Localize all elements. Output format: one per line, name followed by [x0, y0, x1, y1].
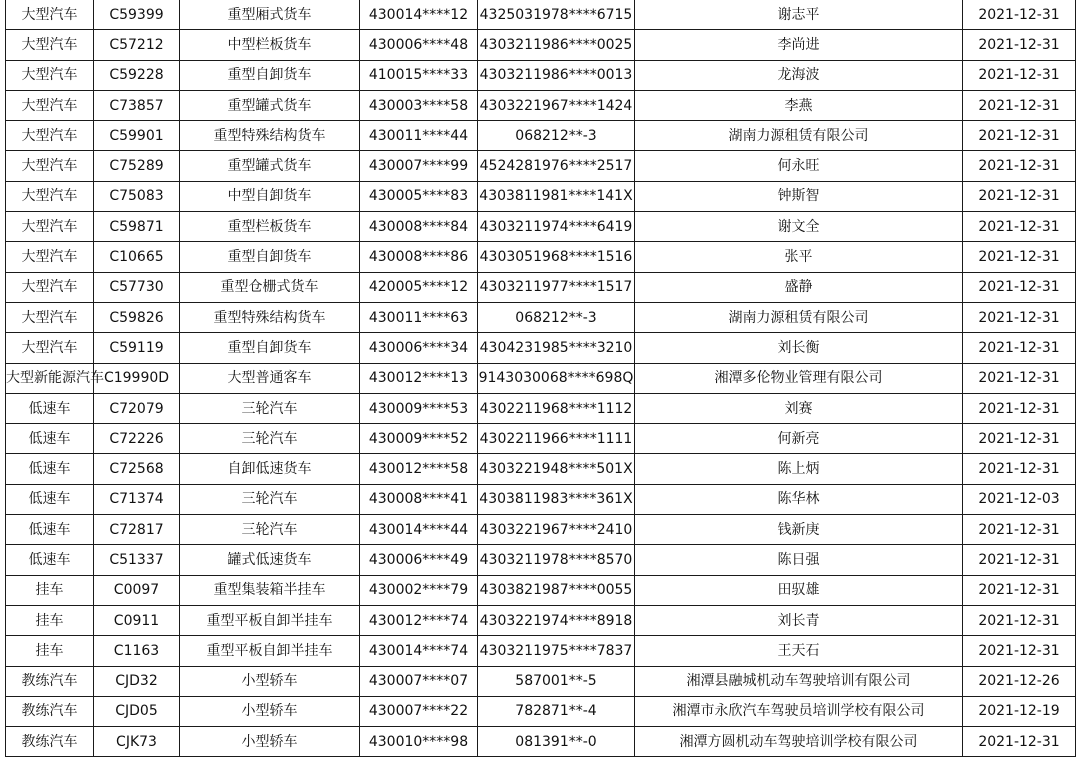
owner-name-cell: 谢志平	[635, 0, 963, 30]
masked-id-cell: 4303211975****7837	[478, 636, 635, 666]
masked-code-cell: 430011****63	[360, 302, 478, 332]
table-row	[6, 0, 1076, 30]
masked-id-cell: 4303211978****8570	[478, 545, 635, 575]
masked-id-cell: 9143030068****698Q	[478, 363, 635, 393]
records-sheet	[5, 0, 1075, 757]
masked-code-cell: 420005****12	[360, 272, 478, 302]
table-row	[6, 242, 1076, 272]
vehicle-category-cell: 大型汽车	[6, 333, 94, 363]
vehicle-category-cell: 挂车	[6, 605, 94, 635]
masked-code-cell: 430009****53	[360, 393, 478, 423]
table-row	[6, 545, 1076, 575]
plate-number-cell: C75083	[94, 181, 180, 211]
masked-id-cell: 4302211968****1112	[478, 393, 635, 423]
date-cell: 2021-12-31	[963, 393, 1076, 423]
vehicle-category-cell: 挂车	[6, 636, 94, 666]
masked-code-cell: 430014****12	[360, 0, 478, 30]
table-row	[6, 60, 1076, 90]
plate-number-cell: C72226	[94, 424, 180, 454]
masked-code-cell: 430007****07	[360, 666, 478, 696]
vehicle-category-cell: 低速车	[6, 484, 94, 514]
plate-number-cell: C51337	[94, 545, 180, 575]
date-cell: 2021-12-31	[963, 272, 1076, 302]
plate-number-cell: C72817	[94, 515, 180, 545]
date-cell: 2021-12-31	[963, 515, 1076, 545]
masked-code-cell: 430008****86	[360, 242, 478, 272]
masked-id-cell: 4304231985****3210	[478, 333, 635, 363]
plate-number-cell: C59826	[94, 302, 180, 332]
owner-name-cell: 刘长青	[635, 605, 963, 635]
table-row	[6, 121, 1076, 151]
vehicle-category-cell: 低速车	[6, 545, 94, 575]
date-cell: 2021-12-31	[963, 181, 1076, 211]
date-cell: 2021-12-31	[963, 605, 1076, 635]
masked-code-cell: 410015****33	[360, 60, 478, 90]
date-cell: 2021-12-31	[963, 302, 1076, 332]
vehicle-type-cell: 重型平板自卸半挂车	[180, 605, 360, 635]
table-row	[6, 272, 1076, 302]
masked-id-cell: 4303051968****1516	[478, 242, 635, 272]
plate-number-cell: C73857	[94, 90, 180, 120]
table-row	[6, 181, 1076, 211]
masked-code-cell: 430008****84	[360, 212, 478, 242]
masked-code-cell: 430012****74	[360, 605, 478, 635]
plate-number-cell: C0097	[94, 575, 180, 605]
masked-code-cell: 430008****41	[360, 484, 478, 514]
plate-number-cell: C10665	[94, 242, 180, 272]
table-row	[6, 575, 1076, 605]
vehicle-type-cell: 三轮汽车	[180, 424, 360, 454]
date-cell: 2021-12-31	[963, 454, 1076, 484]
vehicle-category-cell: 低速车	[6, 515, 94, 545]
plate-number-cell: C57212	[94, 30, 180, 60]
masked-id-cell: 081391**-0	[478, 727, 635, 757]
plate-number-cell: C0911	[94, 605, 180, 635]
table-row	[6, 333, 1076, 363]
masked-id-cell: 4303221967****2410	[478, 515, 635, 545]
vehicle-type-cell: 重型仓栅式货车	[180, 272, 360, 302]
vehicle-category-cell: 大型汽车	[6, 90, 94, 120]
owner-name-cell: 李尚进	[635, 30, 963, 60]
date-cell: 2021-12-31	[963, 60, 1076, 90]
owner-name-cell: 张平	[635, 242, 963, 272]
date-cell: 2021-12-31	[963, 636, 1076, 666]
vehicle-type-cell: 重型罐式货车	[180, 90, 360, 120]
vehicle-type-cell: 重型罐式货车	[180, 151, 360, 181]
vehicle-type-cell: 三轮汽车	[180, 393, 360, 423]
date-cell: 2021-12-31	[963, 363, 1076, 393]
plate-number-cell: C19990D	[94, 363, 180, 393]
owner-name-cell: 陈上炳	[635, 454, 963, 484]
vehicle-category-cell: 大型汽车	[6, 0, 94, 30]
masked-id-cell: 4303211986****0025	[478, 30, 635, 60]
masked-code-cell: 430003****58	[360, 90, 478, 120]
date-cell: 2021-12-31	[963, 90, 1076, 120]
masked-code-cell: 430011****44	[360, 121, 478, 151]
masked-id-cell: 4303211974****6419	[478, 212, 635, 242]
vehicle-type-cell: 小型轿车	[180, 666, 360, 696]
owner-name-cell: 李燕	[635, 90, 963, 120]
masked-id-cell: 4303821987****0055	[478, 575, 635, 605]
plate-number-cell: C59119	[94, 333, 180, 363]
masked-code-cell: 430007****99	[360, 151, 478, 181]
vehicle-type-cell: 重型特殊结构货车	[180, 302, 360, 332]
masked-id-cell: 4302211966****1111	[478, 424, 635, 454]
table-row	[6, 30, 1076, 60]
vehicle-category-cell: 大型汽车	[6, 212, 94, 242]
vehicle-type-cell: 重型厢式货车	[180, 0, 360, 30]
owner-name-cell: 湖南力源租赁有限公司	[635, 121, 963, 151]
date-cell: 2021-12-31	[963, 333, 1076, 363]
masked-id-cell: 4524281976****2517	[478, 151, 635, 181]
date-cell: 2021-12-31	[963, 212, 1076, 242]
vehicle-type-cell: 重型平板自卸半挂车	[180, 636, 360, 666]
vehicle-category-cell: 大型汽车	[6, 181, 94, 211]
plate-number-cell: C72079	[94, 393, 180, 423]
masked-code-cell: 430012****13	[360, 363, 478, 393]
vehicle-category-cell: 教练汽车	[6, 696, 94, 726]
vehicle-category-cell: 大型汽车	[6, 302, 94, 332]
vehicle-type-cell: 重型特殊结构货车	[180, 121, 360, 151]
plate-number-cell: C59871	[94, 212, 180, 242]
vehicle-type-cell: 大型普通客车	[180, 363, 360, 393]
vehicle-type-cell: 三轮汽车	[180, 515, 360, 545]
table-body	[6, 0, 1076, 757]
date-cell: 2021-12-31	[963, 151, 1076, 181]
table-row	[6, 212, 1076, 242]
table-row	[6, 302, 1076, 332]
vehicle-type-cell: 罐式低速货车	[180, 545, 360, 575]
masked-id-cell: 4325031978****6715	[478, 0, 635, 30]
owner-name-cell: 陈华林	[635, 484, 963, 514]
masked-code-cell: 430014****74	[360, 636, 478, 666]
masked-id-cell: 4303221974****8918	[478, 605, 635, 635]
table-row	[6, 90, 1076, 120]
vehicle-category-cell: 教练汽车	[6, 666, 94, 696]
masked-id-cell: 068212**-3	[478, 302, 635, 332]
masked-id-cell: 068212**-3	[478, 121, 635, 151]
plate-number-cell: CJD32	[94, 666, 180, 696]
vehicle-type-cell: 重型自卸货车	[180, 242, 360, 272]
date-cell: 2021-12-31	[963, 575, 1076, 605]
plate-number-cell: C71374	[94, 484, 180, 514]
masked-code-cell: 430014****44	[360, 515, 478, 545]
vehicle-category-cell: 大型汽车	[6, 60, 94, 90]
masked-id-cell: 4303811981****141X	[478, 181, 635, 211]
vehicle-category-cell: 大型汽车	[6, 30, 94, 60]
masked-code-cell: 430006****49	[360, 545, 478, 575]
table-row	[6, 454, 1076, 484]
vehicle-category-cell: 大型汽车	[6, 272, 94, 302]
vehicle-type-cell: 中型栏板货车	[180, 30, 360, 60]
table-row	[6, 484, 1076, 514]
owner-name-cell: 湘潭县融城机动车驾驶培训有限公司	[635, 666, 963, 696]
vehicle-type-cell: 小型轿车	[180, 727, 360, 757]
vehicle-category-cell: 大型汽车	[6, 151, 94, 181]
vehicle-type-cell: 重型自卸货车	[180, 60, 360, 90]
vehicle-records-table	[5, 0, 1076, 757]
plate-number-cell: CJK73	[94, 727, 180, 757]
vehicle-type-cell: 三轮汽车	[180, 484, 360, 514]
date-cell: 2021-12-31	[963, 0, 1076, 30]
owner-name-cell: 湘潭方圆机动车驾驶培训学校有限公司	[635, 727, 963, 757]
date-cell: 2021-12-03	[963, 484, 1076, 514]
masked-id-cell: 4303211986****0013	[478, 60, 635, 90]
plate-number-cell: C59901	[94, 121, 180, 151]
masked-id-cell: 4303221967****1424	[478, 90, 635, 120]
owner-name-cell: 刘赛	[635, 393, 963, 423]
date-cell: 2021-12-31	[963, 121, 1076, 151]
masked-id-cell: 4303221948****501X	[478, 454, 635, 484]
owner-name-cell: 湘潭市永欣汽车驾驶员培训学校有限公司	[635, 696, 963, 726]
date-cell: 2021-12-31	[963, 545, 1076, 575]
masked-code-cell: 430012****58	[360, 454, 478, 484]
table-row	[6, 393, 1076, 423]
table-row	[6, 605, 1076, 635]
vehicle-category-cell: 大型汽车	[6, 242, 94, 272]
vehicle-type-cell: 重型自卸货车	[180, 333, 360, 363]
masked-id-cell: 587001**-5	[478, 666, 635, 696]
table-row	[6, 696, 1076, 726]
owner-name-cell: 田驭雄	[635, 575, 963, 605]
masked-code-cell: 430007****22	[360, 696, 478, 726]
vehicle-type-cell: 重型栏板货车	[180, 212, 360, 242]
masked-code-cell: 430009****52	[360, 424, 478, 454]
owner-name-cell: 盛静	[635, 272, 963, 302]
owner-name-cell: 谢文全	[635, 212, 963, 242]
vehicle-category-cell: 大型新能源汽车	[6, 363, 94, 393]
masked-code-cell: 430010****98	[360, 727, 478, 757]
vehicle-type-cell: 小型轿车	[180, 696, 360, 726]
vehicle-category-cell: 低速车	[6, 454, 94, 484]
date-cell: 2021-12-31	[963, 424, 1076, 454]
date-cell: 2021-12-19	[963, 696, 1076, 726]
owner-name-cell: 陈日强	[635, 545, 963, 575]
date-cell: 2021-12-26	[963, 666, 1076, 696]
vehicle-category-cell: 教练汽车	[6, 727, 94, 757]
plate-number-cell: C57730	[94, 272, 180, 302]
plate-number-cell: CJD05	[94, 696, 180, 726]
owner-name-cell: 刘长衡	[635, 333, 963, 363]
owner-name-cell: 何永旺	[635, 151, 963, 181]
masked-id-cell: 4303811983****361X	[478, 484, 635, 514]
vehicle-category-cell: 低速车	[6, 424, 94, 454]
owner-name-cell: 湘潭多伦物业管理有限公司	[635, 363, 963, 393]
vehicle-type-cell: 重型集装箱半挂车	[180, 575, 360, 605]
masked-id-cell: 4303211977****1517	[478, 272, 635, 302]
vehicle-type-cell: 中型自卸货车	[180, 181, 360, 211]
date-cell: 2021-12-31	[963, 242, 1076, 272]
owner-name-cell: 龙海波	[635, 60, 963, 90]
owner-name-cell: 何新亮	[635, 424, 963, 454]
owner-name-cell: 钱新庚	[635, 515, 963, 545]
masked-code-cell: 430005****83	[360, 181, 478, 211]
vehicle-category-cell: 低速车	[6, 393, 94, 423]
plate-number-cell: C72568	[94, 454, 180, 484]
plate-number-cell: C59228	[94, 60, 180, 90]
masked-id-cell: 782871**-4	[478, 696, 635, 726]
table-row	[6, 666, 1076, 696]
date-cell: 2021-12-31	[963, 30, 1076, 60]
table-row	[6, 727, 1076, 757]
table-row	[6, 363, 1076, 393]
plate-number-cell: C59399	[94, 0, 180, 30]
owner-name-cell: 湖南力源租赁有限公司	[635, 302, 963, 332]
masked-code-cell: 430002****79	[360, 575, 478, 605]
masked-code-cell: 430006****48	[360, 30, 478, 60]
owner-name-cell: 王天石	[635, 636, 963, 666]
vehicle-category-cell: 挂车	[6, 575, 94, 605]
owner-name-cell: 钟斯智	[635, 181, 963, 211]
table-row	[6, 424, 1076, 454]
vehicle-category-cell: 大型汽车	[6, 121, 94, 151]
table-row	[6, 151, 1076, 181]
date-cell: 2021-12-31	[963, 727, 1076, 757]
table-row	[6, 515, 1076, 545]
vehicle-type-cell: 自卸低速货车	[180, 454, 360, 484]
plate-number-cell: C75289	[94, 151, 180, 181]
table-row	[6, 636, 1076, 666]
masked-code-cell: 430006****34	[360, 333, 478, 363]
plate-number-cell: C1163	[94, 636, 180, 666]
